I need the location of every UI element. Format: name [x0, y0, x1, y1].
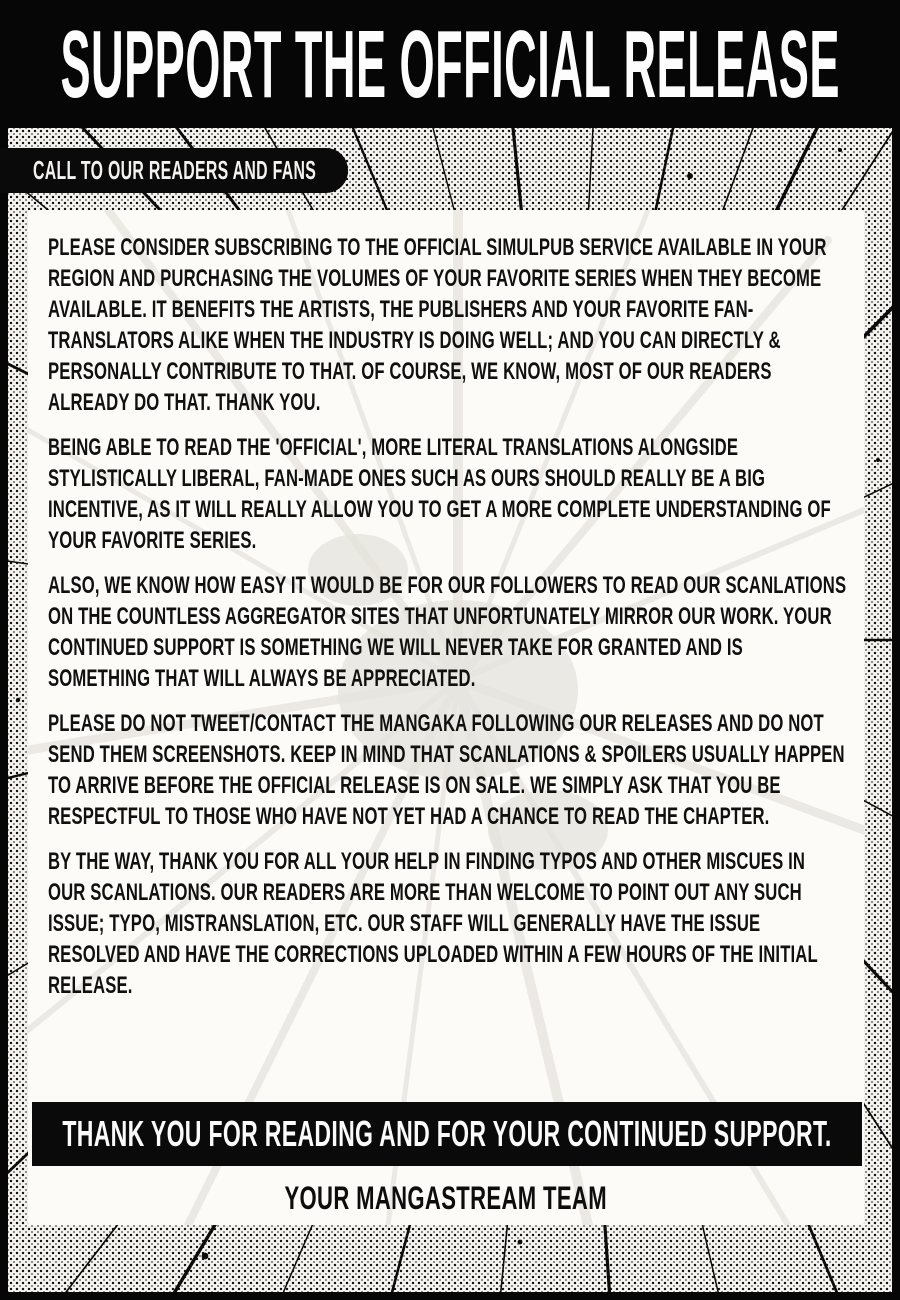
footer-banner: [32, 1102, 862, 1166]
header-banner: [0, 0, 900, 128]
signature: [28, 1180, 864, 1217]
page-title: SUPPORT THE OFFICIAL RELEASE: [60, 11, 840, 118]
body-text: [48, 232, 847, 1015]
paragraph-aggregators: ALSO, WE KNOW HOW EASY IT WOULD BE FOR OUR FOLLOWERS TO READ OUR SCANLATIONS ON THE COUNTLESS AGGREGATOR SITES THAT UNFORTUNATELY MIRROR OUR WORK. YOUR CONTINUED SUPPORT IS SOMETHING WE WILL NEVER TAKE FOR GRANTED AND IS SOMETHING THAT WILL ALWAYS BE APPRECIATED.: [48, 572, 847, 692]
footer-banner-label: THANK YOU FOR READING AND FOR YOUR CONTINUED SUPPORT.: [62, 1113, 832, 1154]
paragraph-simulpub: PLEASE CONSIDER SUBSCRIBING TO THE OFFICIAL SIMULPUB SERVICE AVAILABLE IN YOUR REGION AND PURCHASING THE VOLUMES OF YOUR FAVORITE SERIES WHEN THEY BECOME AVAILABLE. IT BENEFITS THE ARTISTS, THE PUBLISHERS AND YOUR FAVORITE FAN-TRANSLATORS ALIKE WHEN THE INDUSTRY IS DOING WELL; AND YOU CAN DIRECTLY & PERSONALLY CONTRIBUTE TO THAT. OF COURSE, WE KNOW, MOST OF OUR READERS ALREADY DO THAT. THANK YOU.: [48, 234, 827, 416]
section-ribbon-label: CALL TO OUR READERS AND FANS: [33, 155, 317, 185]
section-ribbon: [0, 148, 348, 193]
signature-label: YOUR MANGASTREAM TEAM: [284, 1180, 608, 1216]
paragraph-typos: BY THE WAY, THANK YOU FOR ALL YOUR HELP IN FINDING TYPOS AND OTHER MISCUES IN OUR SCANLATIONS. OUR READERS ARE MORE THAN WELCOME TO POINT OUT ANY SUCH ISSUE; TYPO, MISTRANSLATION, ETC. OUR STAFF WILL GENERALLY HAVE THE ISSUE RESOLVED AND HAVE THE CORRECTIONS UPLOADED WITHIN A FEW HOURS OF THE INITIAL RELEASE.: [48, 848, 818, 999]
paragraph-official-translations: BEING ABLE TO READ THE 'OFFICIAL', MORE LITERAL TRANSLATIONS ALONGSIDE STYLISTICALLY LIBERAL, FAN-MADE ONES SUCH AS OURS SHOULD REALLY BE A BIG INCENTIVE, AS IT WILL REALLY ALLOW YOU TO GET A MORE COMPLETE UNDERSTANDING OF YOUR FAVORITE SERIES.: [48, 434, 831, 554]
content-panel: [28, 210, 864, 1225]
paragraph-no-spoilers: PLEASE DO NOT TWEET/CONTACT THE MANGAKA FOLLOWING OUR RELEASES AND DO NOT SEND THEM SCREENSHOTS. KEEP IN MIND THAT SCANLATIONS & SPOILERS USUALLY HAPPEN TO ARRIVE BEFORE THE OFFICIAL RELEASE IS ON SALE. WE SIMPLY ASK THAT YOU BE RESPECTFUL TO THOSE WHO HAVE NOT YET HAD A CHANCE TO READ THE CHAPTER.: [48, 710, 845, 830]
